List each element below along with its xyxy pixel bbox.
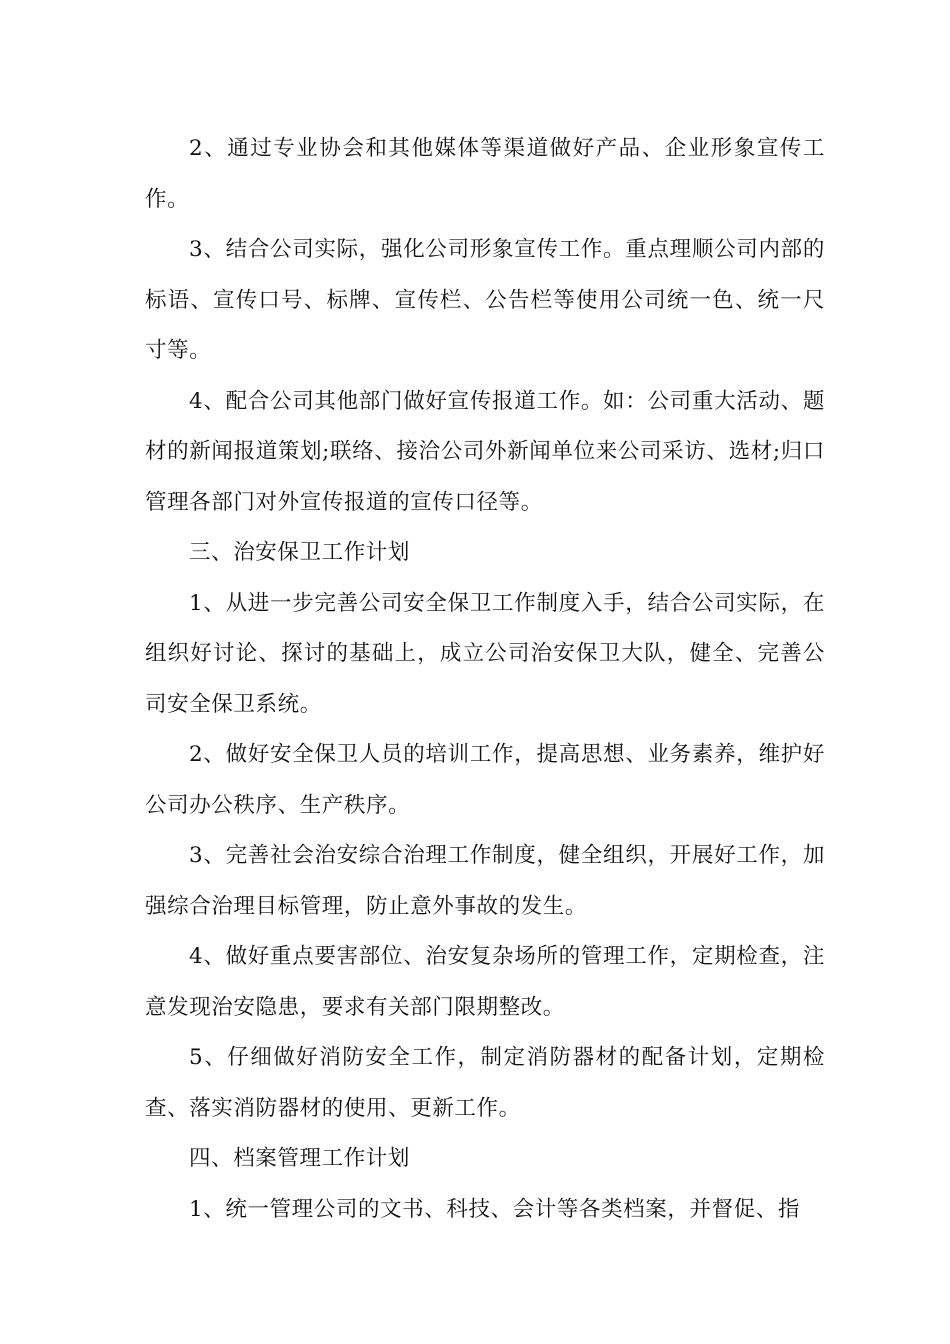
document-body <box>145 124 825 1235</box>
paragraph-security-item-2: 2、做好安全保卫人员的培训工作，提高思想、业务素养，维护好公司办公秩序、生产秩序。 <box>145 742 825 818</box>
paragraph-archives-item-1: 1、统一管理公司的文书、科技、会计等各类档案，并督促、指 <box>189 1196 800 1222</box>
paragraph-publicity-item-2: 2、通过专业协会和其他媒体等渠道做好产品、企业形象宣传工作。 <box>145 136 825 212</box>
section-heading-security: 三、治安保卫工作计划 <box>189 540 411 565</box>
paragraph-security-item-3: 3、完善社会治安综合治理工作制度，健全组织，开展好工作，加强综合治理目标管理，防止意外事故的发生。 <box>145 843 825 919</box>
section-heading-archives: 四、档案管理工作计划 <box>189 1146 411 1171</box>
paragraph-publicity-item-3: 3、结合公司实际，强化公司形象宣传工作。重点理顺公司内部的标语、宣传口号、标牌、宣传栏、公告栏等使用公司统一色、统一尺寸等。 <box>145 237 825 363</box>
paragraph-security-item-5: 5、仔细做好消防安全工作，制定消防器材的配备计划，定期检查、落实消防器材的使用、更新工作。 <box>145 1045 825 1121</box>
paragraph-publicity-item-4: 4、配合公司其他部门做好宣传报道工作。如：公司重大活动、题材的新闻报道策划;联络、接洽公司外新闻单位来公司采访、选材;归口管理各部门对外宣传报道的宣传口径等。 <box>145 388 825 515</box>
paragraph-security-item-4: 4、做好重点要害部位、治安复杂场所的管理工作，定期检查，注意发现治安隐患，要求有关部门限期整改。 <box>145 944 825 1020</box>
paragraph-security-item-1: 1、从进一步完善公司安全保卫工作制度入手，结合公司实际，在组织好讨论、探讨的基础上，成立公司治安保卫大队，健全、完善公司安全保卫系统。 <box>145 590 825 717</box>
